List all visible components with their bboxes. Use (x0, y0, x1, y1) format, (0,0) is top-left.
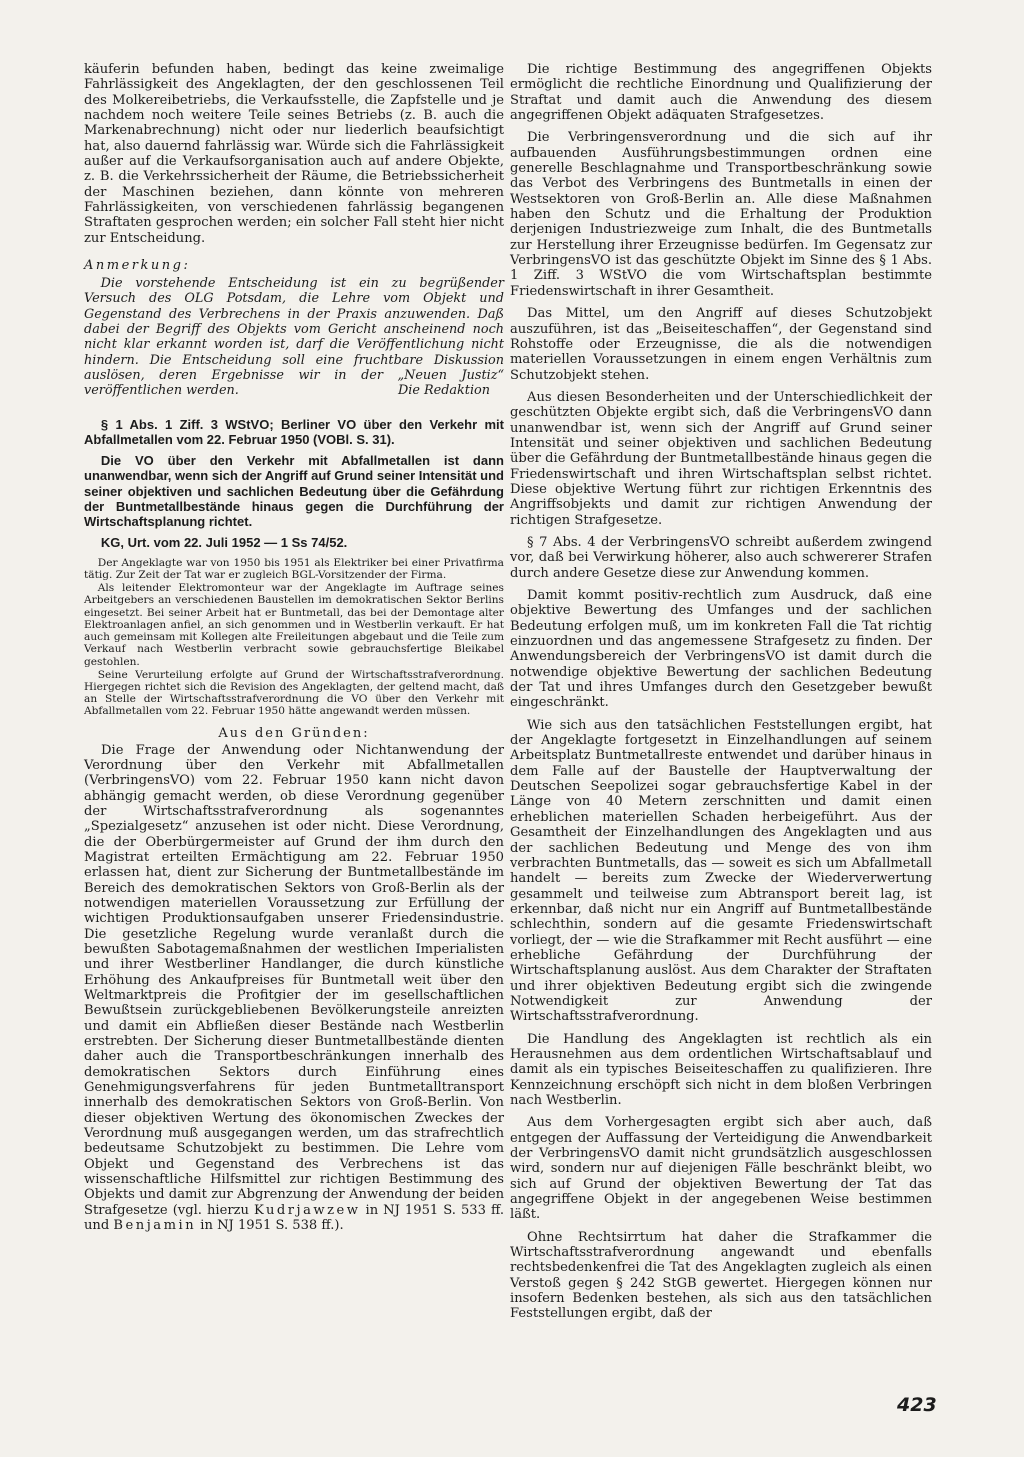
case-facts: Der Angeklagte war von 1950 bis 1951 als Elektriker bei einer Privatfirma tätig. Zur Zeit der Tat war er zugleich BGL-Vorsitzender der Firma. (84, 556, 504, 582)
paragraph: Ohne Rechtsirrtum hat daher die Strafkammer die Wirtschaftsstrafverordnung angewandt und ebenfalls rechtsbedenkenfrei die Tat des Angeklagten zugleich als einen Verstoß gegen § 242 StGB gewertet. Hiergegen können nur insofern Bedenken bestehen, als sich aus den tatsächlichen Feststellungen ergibt, daß der (510, 1229, 932, 1322)
case-facts: Seine Verurteilung erfolgte auf Grund der Wirtschaftsstrafverordnung. Hiergegen richtet sich die Revision des Angeklagten, der geltend macht, daß an Stelle der Wirtschaftsstrafverordnung die VO über den Verkehr mit Abfallmetallen vom 22. Februar 1950 hätte angewandt werden müssen. (84, 668, 504, 718)
case-heading-statutes: § 1 Abs. 1 Ziff. 3 WStVO; Berliner VO über den Verkehr mit Abfallmetallen vom 22. Februar 1950 (VOBl. S. 31). (84, 416, 504, 447)
author-name: Benjamin (113, 1218, 197, 1234)
reasons-heading: Aus den Gründen: (218, 725, 370, 741)
anmerkung-text (84, 276, 504, 398)
paragraph-text: in NJ 1951 S. 538 ff.). (196, 1218, 344, 1234)
page-number: 423 (897, 1394, 937, 1416)
paragraph: Die Verbringensverordnung und die sich auf ihr aufbauenden Ausführungsbestimmungen ordnen eine generelle Beschlagnahme und Transportbeschränkung sowie das Verbot des Verbringens des Buntmetalls in einen der Westsektoren von Groß-Berlin an. Alle diese Maßnahmen haben den Schutz und die Erhaltung der Produktion derjenigen Industriezweige zum Inhalt, die des Buntmetalls zur Herstellung ihrer Erzeugnisse bedürfen. Im Gegensatz zur VerbringensVO ist das geschützte Objekt im Sinne des § 1 Abs. 1 Ziff. 3 WStVO die vom Wirtschaftsplan bestimmte Friedenswirtschaft in ihrer Gesamtheit. (510, 130, 932, 299)
left-column (84, 62, 504, 1234)
case-heading-principle: Die VO über den Verkehr mit Abfallmetallen ist dann unanwendbar, wenn sich der Angriff auf Grund seiner Intensität und seiner objektiven und sachlichen Bedeutung über die Gefährdung der Buntmetallbestände hinaus gegen die Durchführung der Wirtschaftsplanung richtet. (84, 453, 504, 530)
paragraph: Die richtige Bestimmung des angegriffenen Objekts ermöglicht die rechtliche Einordnung und Qualifizierung der Straftat und damit auch die Anwendung des diesem angegriffenen Objekt adäquaten Strafgesetzes. (510, 62, 932, 124)
paragraph-text: Die Frage der Anwendung oder Nichtanwendung der Verordnung über den Verkehr mit Abfallmetallen (VerbringensVO) vom 22. Februar 1950 kann nicht davon abhängig gemacht werden, ob diese Verordnung gegenüber der Wirtschaftsstrafverordnung als sogenanntes „Spezialgesetz“ anzusehen ist oder nicht. Diese Verordnung, die der Oberbürgermeister auf Grund der ihm durch den Magistrat erteilten Ermächtigung am 22. Februar 1950 erlassen hat, dient zur Sicherung der Buntmetallbestände im Bereich des demokratischen Sektors von Groß-Berlin als der notwendigen materiellen Voraussetzung zur Erfüllung der wichtigen Produktionsaufgaben unserer Friedensindustrie. Die gesetzliche Regelung wurde veranlaßt durch die bewußten Sabotagemaßnahmen der westlichen Imperialisten und ihrer Westberliner Handlanger, die durch künstliche Erhöhung des Ankaufpreises für Buntmetall weit über den Weltmarktpreis die Profitgier der im gesellschaftlichen Bewußtsein zurückgebliebenen Bevölkerungsteile anreizten und damit ein Abfließen dieser Bestände nach Westberlin erstrebten. Der Sicherung dieser Buntmetallbestände dienten daher auch die Transportbeschränkungen innerhalb des demokratischen Sektors durch Einführung eines Genehmigungsverfahrens für jeden Buntmetalltransport innerhalb des demokratischen Sektors von Groß-Berlin. Von dieser objektiven Wertung des ökonomischen Zweckes der Verordnung muß ausgegangen werden, um das strafrechtlich bedeutsame Schutzobjekt zu bestimmen. Die Lehre vom Objekt und Gegenstand des Verbrechens ist das wissenschaftliche Hilfsmittel zur richtigen Bestimmung des Objekts und damit zur Abgrenzung der Anwendung der beiden Strafgesetze (vgl. hierzu (84, 742, 504, 1218)
case-facts: Als leitender Elektromonteur war der Angeklagte im Auftrage seines Arbeitgebers an verschiedenen Baustellen im demokratischen Sektor Berlins eingesetzt. Bei seiner Arbeit hat er Buntmetall, das bei der Demontage alter Elektroanlagen anfiel, an sich genommen und in Westberlin verkauft. Er hat auch gemeinsam mit Kollegen alte Freileitungen abgebaut und die Teile zum Verkauf nach Westberlin verbracht sowie gebrauchsfertige Bleikabel gestohlen. (84, 582, 504, 668)
paragraph: Damit kommt positiv-rechtlich zum Ausdruck, daß eine objektive Bewertung des Umfanges und der sachlichen Bedeutung erfolgen muß, um im konkreten Fall die Tat richtig einzuordnen und das angemessene Strafgesetz zu finden. Der Anwendungsbereich der VerbringensVO ist damit durch die notwendige objektive Bewertung der sachlichen Bedeutung der Tat und ihres Umfanges durch den Gesetzgeber bewußt eingeschränkt. (510, 588, 932, 711)
paragraph: Das Mittel, um den Angriff auf dieses Schutzobjekt auszuführen, ist das „Beiseiteschaffen“, der Gegenstand sind Rohstoffe oder Erzeugnisse, die als die notwendigen materiellen Voraussetzungen in einem engen Verhältnis zum Schutzobjekt stehen. (510, 306, 932, 383)
editor-signature: Die Redaktion (398, 383, 490, 399)
paragraph: § 7 Abs. 4 der VerbringensVO schreibt außerdem zwingend vor, daß bei Verwirkung höherer, also auch schwererer Strafen durch andere Gesetze diese zur Anwendung kommen. (510, 534, 932, 581)
paragraph-text: in NJ 1951 S. 533 ff. und (84, 1202, 504, 1234)
anmerkung-body: Die vorstehende Entscheidung ist ein zu begrüßender Versuch des OLG Potsdam, die Lehre vom Objekt und Gegenstand des Verbrechens in der Praxis anzuwenden. Daß dabei der Begriff des Objekts vom Gericht anscheinend noch nicht klar erkannt worden ist, darf die Veröffentlichung nicht hindern. Die Entscheidung soll eine fruchtbare Diskussion auslösen, deren Ergebnisse wir in der „Neuen Justiz“ veröffentlichen werden. (84, 276, 504, 399)
paragraph (84, 743, 504, 1234)
paragraph: Die Handlung des Angeklagten ist rechtlich als ein Herausnehmen aus dem ordentlichen Wirtschaftsablauf und damit als ein typisches Beiseiteschaffen zu qualifizieren. Ihre Kennzeichnung erschöpft sich nicht in dem bloßen Verbringen nach Westberlin. (510, 1031, 932, 1108)
paragraph: käuferin befunden haben, bedingt das keine zweimalige Fahrlässigkeit des Angeklagten, der den geschlossenen Teil des Molkereibetriebs, die Verkaufsstelle, die Zapfstelle und je nachdem noch weitere Teile seines Betriebs (z. B. auch die Markenabrechnung) nicht oder nur liederlich beaufsichtigt hat, also dauernd fahrlässig war. Würde sich die Fahrlässigkeit außer auf die Verkaufsorganisation auch auf andere Objekte, z. B. die Verkehrssicherheit der Räume, die Betriebssicherheit der Maschinen beziehen, dann könnte von mehreren Fahrlässigkeiten, von verschiedenen fahrlässig begangenen Straftaten gesprochen werden; ein solcher Fall steht hier nicht zur Entscheidung. (84, 62, 504, 246)
paragraph: Wie sich aus den tatsächlichen Feststellungen ergibt, hat der Angeklagte fortgesetzt in Einzelhandlungen auf seinem Arbeitsplatz Buntmetallreste entwendet und darüber hinaus in dem Falle auf der Baustelle der Hauptverwaltung der Deutschen Seepolizei sogar gebrauchsfertige Kabel in der Länge von 40 Metern zerschnitten und damit einen erheblichen materiellen Schaden herbeigeführt. Aus der Gesamtheit der Einzelhandlungen des Angeklagten und aus der sachlichen Bedeutung und Menge des von ihm verbrachten Buntmetalls, das — soweit es sich um Abfallmetall handelt — bereits zum Zwecke der Wiederverwertung gesammelt und teilweise zum Abtransport bereit lag, ist erkennbar, daß nicht nur ein Angriff auf Buntmetallbestände schlechthin, sondern auf die gesamte Friedenswirtschaft vorliegt, der — wie die Strafkammer mit Recht ausführt — eine erhebliche Gefährdung der Durchführung der Wirtschaftsplanung auslöst. Aus dem Charakter der Straftaten und ihrer objektiven Bedeutung ergibt sich die zwingende Notwendigkeit zur Anwendung der Wirtschaftsstrafverordnung. (510, 717, 932, 1025)
paragraph: Aus dem Vorhergesagten ergibt sich aber auch, daß entgegen der Auffassung der Verteidigung die Anwendbarkeit der VerbringensVO damit nicht grundsätzlich ausgeschlossen wird, sondern nur auf diejenigen Fälle beschränkt bleibt, wo sich auf Grund der objektiven Bewertung der Tat das angegriffene Objekt in der angegebenen Weise bestimmen läßt. (510, 1115, 932, 1223)
paragraph: Aus diesen Besonderheiten und der Unterschiedlichkeit der geschützten Objekte ergibt sich, daß die VerbringensVO dann unanwendbar ist, wenn sich der Angriff auf Grund seiner Intensität und seiner objektiven und sachlichen Bedeutung über die Gefährdung der Buntmetallbestände hinaus gegen die Friedenswirtschaft und ihren Wirtschaftsplan selbst richtet. Diese objektive Wertung führt zur richtigen Erkenntnis des Angriffsobjekts und damit zur richtigen Anwendung der richtigen Strafgesetze. (510, 389, 932, 528)
right-column (510, 62, 932, 1322)
anmerkung-heading: Anmerkung: (84, 258, 191, 274)
case-heading-court: KG, Urt. vom 22. Juli 1952 — 1 Ss 74/52. (100, 534, 348, 550)
author-name: Kudrjawzew (253, 1202, 361, 1218)
